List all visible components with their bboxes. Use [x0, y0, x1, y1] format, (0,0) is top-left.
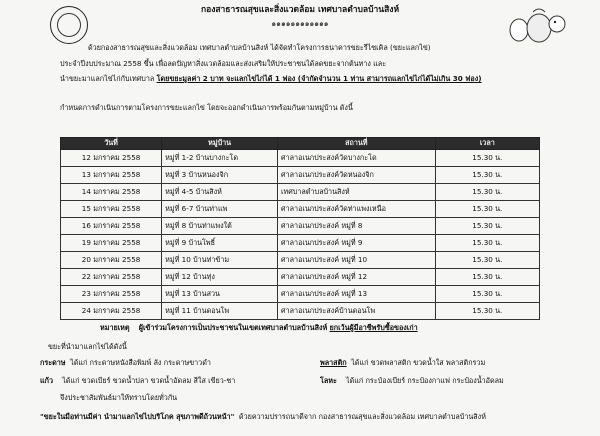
cell-date: 12 มกราคม 2558: [61, 150, 162, 167]
cell-village: หมู่ที่ 3 บ้านหนองจิก: [162, 167, 278, 184]
table-row: [61, 150, 540, 167]
intro-line-4: กำหนดการดำเนินการตามโครงการขยะแลกไข่ โดยจะออกดำเนินการพร้อมกันตามหมู่บ้าน ดังนี้: [60, 103, 353, 112]
note-line: [100, 323, 418, 332]
glass-label: แก้ว: [40, 376, 54, 385]
cell-village: หมู่ที่ 11 บ้านดอนโพ: [162, 303, 278, 320]
schedule-header-row: [61, 138, 540, 150]
paper-label: กระดาษ: [40, 358, 66, 367]
glass-row: [40, 376, 235, 385]
cell-time: 15.30 น.: [435, 167, 539, 184]
cell-location: ศาลาอเนกประสงค์ หมู่ที่ 12: [278, 269, 436, 286]
cell-location: ศาลาอเนกประสงค์ หมู่ที่ 8: [278, 218, 436, 235]
cell-time: 15.30 น.: [435, 235, 539, 252]
cell-village: หมู่ที่ 9 บ้านโพธิ์: [162, 235, 278, 252]
header-time: เวลา: [435, 138, 539, 150]
egg-mascot-illustration: [505, 4, 567, 48]
table-row: [61, 218, 540, 235]
schedule-table: [60, 137, 540, 320]
cell-time: 15.30 น.: [435, 150, 539, 167]
table-row: [61, 303, 540, 320]
note-label: หมายเหตุ: [100, 323, 130, 332]
table-row: [61, 201, 540, 218]
footer-slogan: "ขยะในมือท่านมีค่า นำมาแลกไข่ไปบริโภค สุขภาพดีถ้วนหน้า": [40, 412, 235, 421]
paper-text: ได้แก่ กระดาษหนังสือพิมพ์ ลัง กระดาษขาวดำ: [70, 358, 211, 367]
paper-row: [40, 358, 211, 367]
cell-time: 15.30 น.: [435, 286, 539, 303]
cell-date: 20 มกราคม 2558: [61, 252, 162, 269]
cell-time: 15.30 น.: [435, 201, 539, 218]
plastic-row: [320, 358, 485, 367]
cell-date: 23 มกราคม 2558: [61, 286, 162, 303]
cell-location: ศาลาอเนกประสงค์วัดหนองจิก: [278, 167, 436, 184]
intro-line-1: ด้วยกองสาธารณสุขและสิ่งแวดล้อม เทศบาลตำบลบ้านสิงห์ ได้จัดทำโครงการธนาคารขยะรีไซเคิล (ขยะแลกไข่): [88, 43, 431, 52]
intro-line-3-start: นำขยะมาแลกไข่ไก่กับเทศบาล: [60, 74, 155, 83]
waste-types-heading: ขยะที่นำมาแลกไข่ได้ดังนี้: [48, 342, 127, 351]
cell-date: 24 มกราคม 2558: [61, 303, 162, 320]
cell-time: 15.30 น.: [435, 184, 539, 201]
table-row: [61, 184, 540, 201]
header-location: สถานที่: [278, 138, 436, 150]
cell-location: ศาลาอเนกประสงค์วัดบางกะโด: [278, 150, 436, 167]
cell-village: หมู่ที่ 13 บ้านสวน: [162, 286, 278, 303]
plastic-text: ได้แก่ ขวดพลาสติก ขวดน้ำใส พลาสติกรวม: [351, 358, 486, 367]
table-row: [61, 269, 540, 286]
cell-village: หมู่ที่ 4-5 บ้านสิงห์: [162, 184, 278, 201]
municipal-seal-logo: [50, 6, 88, 44]
glass-text: ได้แก่ ขวดเบียร์ ขวดน้ำปลา ขวดน้ำอัดลม สีใส เขียว-ชา: [62, 376, 236, 385]
cell-date: 14 มกราคม 2558: [61, 184, 162, 201]
cell-time: 15.30 น.: [435, 269, 539, 286]
note-text: ผู้เข้าร่วมโครงการเป็นประชาชนในเขตเทศบาลตำบลบ้านสิงห์: [138, 323, 328, 332]
metal-text: ได้แก่ กระป๋องเบียร์ กระป๋องกาแฟ กระป๋องน้ำอัดลม: [346, 376, 504, 385]
footer-credit: ด้วยความปรารถนาดีจาก กองสาธารณสุขและสิ่งแวดล้อม เทศบาลตำบลบ้านสิงห์: [238, 412, 486, 421]
cell-time: 15.30 น.: [435, 218, 539, 235]
metal-label: โลหะ: [320, 376, 337, 385]
table-row: [61, 286, 540, 303]
cell-time: 15.30 น.: [435, 303, 539, 320]
cell-village: หมู่ที่ 1-2 บ้านบางกะโด: [162, 150, 278, 167]
cell-date: 22 มกราคม 2558: [61, 269, 162, 286]
intro-exchange-rule: โดยขยะมูลค่า 2 บาท จะแลกไข่ไก่ได้ 1 ฟอง (จำกัดจำนวน 1 ท่าน สามารถแลกไข่ไก่ได้ไม่เกิน 30 ฟอง): [156, 74, 482, 83]
cell-date: 16 มกราคม 2558: [61, 218, 162, 235]
note-exception: ยกเว้นผู้มีอาชีพรับซื้อของเก่า: [329, 323, 418, 332]
table-row: [61, 235, 540, 252]
cell-location: ศาลาอเนกประสงค์วัดท่าแพงเหนือ: [278, 201, 436, 218]
page-subtitle: ๑๑๑๑๑๑๑๑๑๑๑๑: [271, 19, 329, 28]
table-row: [61, 252, 540, 269]
cell-date: 13 มกราคม 2558: [61, 167, 162, 184]
page-title: กองสาธารณสุขและสิ่งแวดล้อม เทศบาลตำบลบ้านสิงห์: [200, 5, 400, 15]
metal-row: [320, 376, 504, 385]
announcement-closing: จึงประชาสัมพันธ์มาให้ทราบโดยทั่วกัน: [60, 393, 178, 402]
cell-village: หมู่ที่ 10 บ้านท่าข้าม: [162, 252, 278, 269]
intro-line-3: [60, 74, 482, 83]
intro-line-2: ประจำปีงบประมาณ 2558 ขึ้น เพื่อลดปัญหาสิ่งแวดล้อมและส่งเสริมให้ประชาชนได้ลดขยะจากต้นทาง และ: [60, 59, 387, 68]
cell-village: หมู่ที่ 12 บ้านทุ่ง: [162, 269, 278, 286]
cell-village: หมู่ที่ 8 บ้านท่าแพงใต้: [162, 218, 278, 235]
plastic-label: พลาสติก: [320, 358, 347, 367]
cell-time: 15.30 น.: [435, 252, 539, 269]
cell-location: ศาลาอเนกประสงค์ หมู่ที่ 10: [278, 252, 436, 269]
cell-date: 15 มกราคม 2558: [61, 201, 162, 218]
cell-location: เทศบาลตำบลบ้านสิงห์: [278, 184, 436, 201]
cell-date: 19 มกราคม 2558: [61, 235, 162, 252]
cell-location: ศาลาอเนกประสงค์ หมู่ที่ 13: [278, 286, 436, 303]
table-row: [61, 167, 540, 184]
cell-village: หมู่ที่ 6-7 บ้านท่าแพ: [162, 201, 278, 218]
cell-location: ศาลาอเนกประสงค์บ้านดอนโพ: [278, 303, 436, 320]
header-village: หมู่บ้าน: [162, 138, 278, 150]
cell-location: ศาลาอเนกประสงค์ หมู่ที่ 9: [278, 235, 436, 252]
footer-line: [40, 412, 486, 421]
header-date: วันที่: [61, 138, 162, 150]
